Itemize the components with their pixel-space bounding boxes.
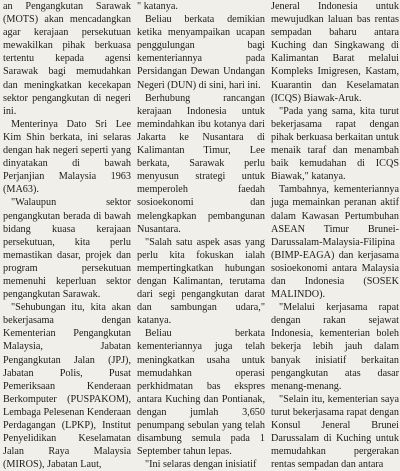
paragraph: "Ini selaras dengan inisiatif [145, 459, 257, 471]
paragraph: Beliau berkata kementeriannya juga telah meningkatkan usaha untuk memudahkan operasi perkhidmatan bas ekspres antara Kuching dan Pontianak, dengan jumlah 3,650 penumpang sebulan yang telah disambung semula pada 1 September tahun lepas. [137, 328, 265, 458]
paragraph: Beliau berkata demikian ketika menyampaikan ucapan penggulungan bagi kementeriannya pada Persidangan Dewan Undangan Negeri (DUN) di sini, hari ini. [137, 14, 265, 91]
paragraph: "Walaupun sektor pengangkutan berada di bawah bidang kuasa kerajaan persekutuan, kita perlu memastikan dasar, projek dan program persekutuan memenuhi keperluan sektor pengangkutan Sarawak. [3, 197, 131, 301]
paragraph: " katanya. [137, 1, 178, 12]
paragraph: "Sehubungan itu, kita akan bekerjasama dengan Kementerian Pengangkutan Malaysia, Jabatan Pengangkutan Jalan (JPJ), Jabatan Polis, Pusat Pemeriksaan Kenderaan Berkomputer (PUSPAKOM), Lembaga Pelesenan Kenderaan Perdagangan (LPKP), Institut Penyelidikan Keselamatan Jalan Raya Malaysia (MIROS), Jabatan Laut, [3, 302, 131, 471]
paragraph: "Melalui kerjasama rapat dengan rakan sejawat Indonesia, kementerian boleh bekerja lebih jauh dalam banyak inisiatif berkaitan pengangkutan atas dasar menang-menang. [271, 302, 399, 392]
article-column-2 [137, 0, 265, 471]
paragraph: Jeneral Indonesia untuk mewujudkan laluan bas rentas sempadan baharu antara Kuching dan Singkawang di Kalimantan Barat melalui Kompleks Imigresen, Kastam, Kuarantin dan Keselamatan (ICQS) Biawak-Aruk. [271, 1, 399, 104]
paragraph: "Salah satu aspek asas yang perlu kita fokuskan ialah mempertingkatkan hubungan dengan Kalimantan, terutama dari segi pengangkutan darat dan sambungan udara," katanya. [137, 236, 265, 327]
article-column-1 [3, 0, 131, 471]
paragraph: Tambahnya, kementeriannya juga memainkan peranan aktif dalam Kawasan Pertumbuhan ASEAN Timur Brunei-Darussalam-Malaysia-Filipina (BIMP-EAGA) dan kerjasama sosioekonomi antara Malaysia dan Indonesia (SOSEK MALINDO). [271, 184, 399, 301]
article-column-3 [271, 0, 399, 471]
paragraph: an Pengangkutan Sarawak (MOTS) akan mencadangkan agar kerajaan persekutuan mewakilkan pihak berkuasa tertentu kepada agensi Sarawak bagi memudahkan dan meningkatkan kecekapan sektor pengangkutan di negeri ini. [3, 1, 131, 117]
paragraph: Menterinya Dato Sri Lee Kim Shin berkata, ini selaras dengan hak negeri seperti yang dinyatakan di bawah Perjanjian Malaysia 1963 (MA63). [3, 118, 131, 196]
paragraph: Berhubung rancangan kerajaan Indonesia untuk memindahkan ibu kotanya dari Jakarta ke Nusantara di Kalimantan Timur, Lee berkata, Sarawak perlu menyusun strategi untuk memperoleh faedah sosioekonomi dan melengkapkan pembangunan Nusantara. [137, 92, 265, 235]
paragraph: "Selain itu, kementerian saya turut bekerjasama rapat dengan Konsul Jeneral Brunei Darussalam di Kuching untuk memudahkan pergerakan rentas sempadan dan antara [271, 393, 399, 471]
paragraph: "Pada yang sama, kita turut bekerjasama rapat dengan pihak berkuasa berkaitan untuk menaik taraf dan menambah baik kemudahan di ICQS Biawak," katanya. [271, 105, 399, 183]
